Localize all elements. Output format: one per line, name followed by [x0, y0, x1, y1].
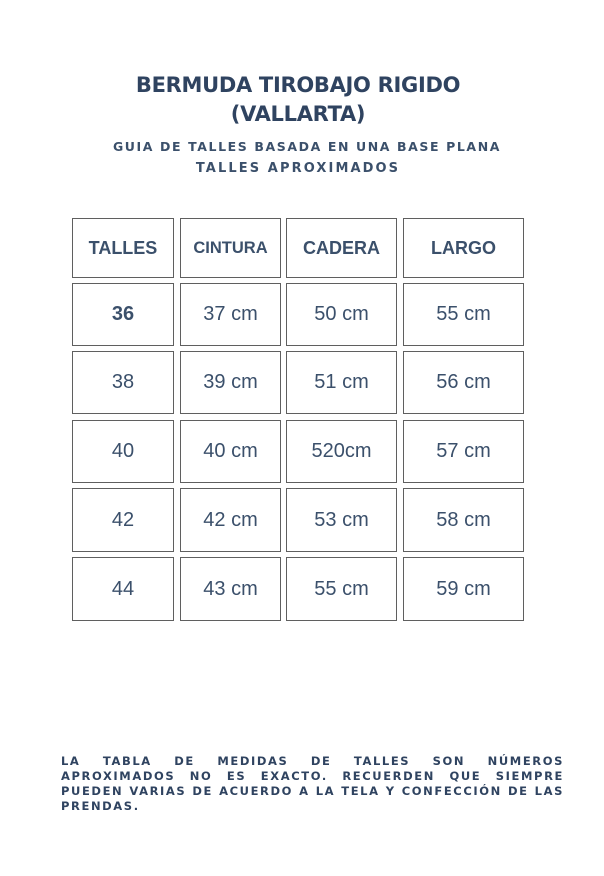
cell-cadera: 520cm	[286, 420, 397, 483]
cell-largo: 55 cm	[403, 283, 524, 346]
cell-largo: 58 cm	[403, 488, 524, 552]
cell-talles: 42	[72, 488, 174, 552]
cell-largo: 59 cm	[403, 557, 524, 621]
subtitle-approximate: TALLES APROXIMADOS	[195, 161, 401, 176]
cell-cintura: 37 cm	[180, 283, 281, 346]
cell-talles: 40	[72, 420, 174, 483]
title-line-2: (VALLARTA)	[230, 102, 366, 126]
title-line-1: BERMUDA TIROBAJO RIGIDO	[135, 73, 461, 97]
cell-cintura: 43 cm	[180, 557, 281, 621]
cell-cadera: 53 cm	[286, 488, 397, 552]
cell-cintura: 42 cm	[180, 488, 281, 552]
cell-talles: 44	[72, 557, 174, 621]
cell-largo: 57 cm	[403, 420, 524, 483]
cell-cintura: 40 cm	[180, 420, 281, 483]
disclaimer-note: LA TABLA DE MEDIDAS DE TALLES SON NÚMEROS APROXIMADOS NO ES EXACTO. RECUERDEN QUE SIEMPRE PUEDEN VARIAS DE ACUERDO A LA TELA Y CONFECCIÓN DE LAS PRENDAS.	[61, 754, 564, 813]
subtitle: GUIA DE TALLES BASADA EN UNA BASE PLANA	[112, 139, 502, 154]
cell-cadera: 51 cm	[286, 351, 397, 414]
page-title	[0, 71, 596, 129]
cell-talles: 36	[72, 283, 174, 346]
header-talles: TALLES	[72, 218, 174, 278]
cell-cadera: 50 cm	[286, 283, 397, 346]
header-cintura: CINTURA	[180, 218, 281, 278]
cell-cadera: 55 cm	[286, 557, 397, 621]
cell-cintura: 39 cm	[180, 351, 281, 414]
header-cadera: CADERA	[286, 218, 397, 278]
header-largo: LARGO	[403, 218, 524, 278]
cell-talles: 38	[72, 351, 174, 414]
cell-largo: 56 cm	[403, 351, 524, 414]
